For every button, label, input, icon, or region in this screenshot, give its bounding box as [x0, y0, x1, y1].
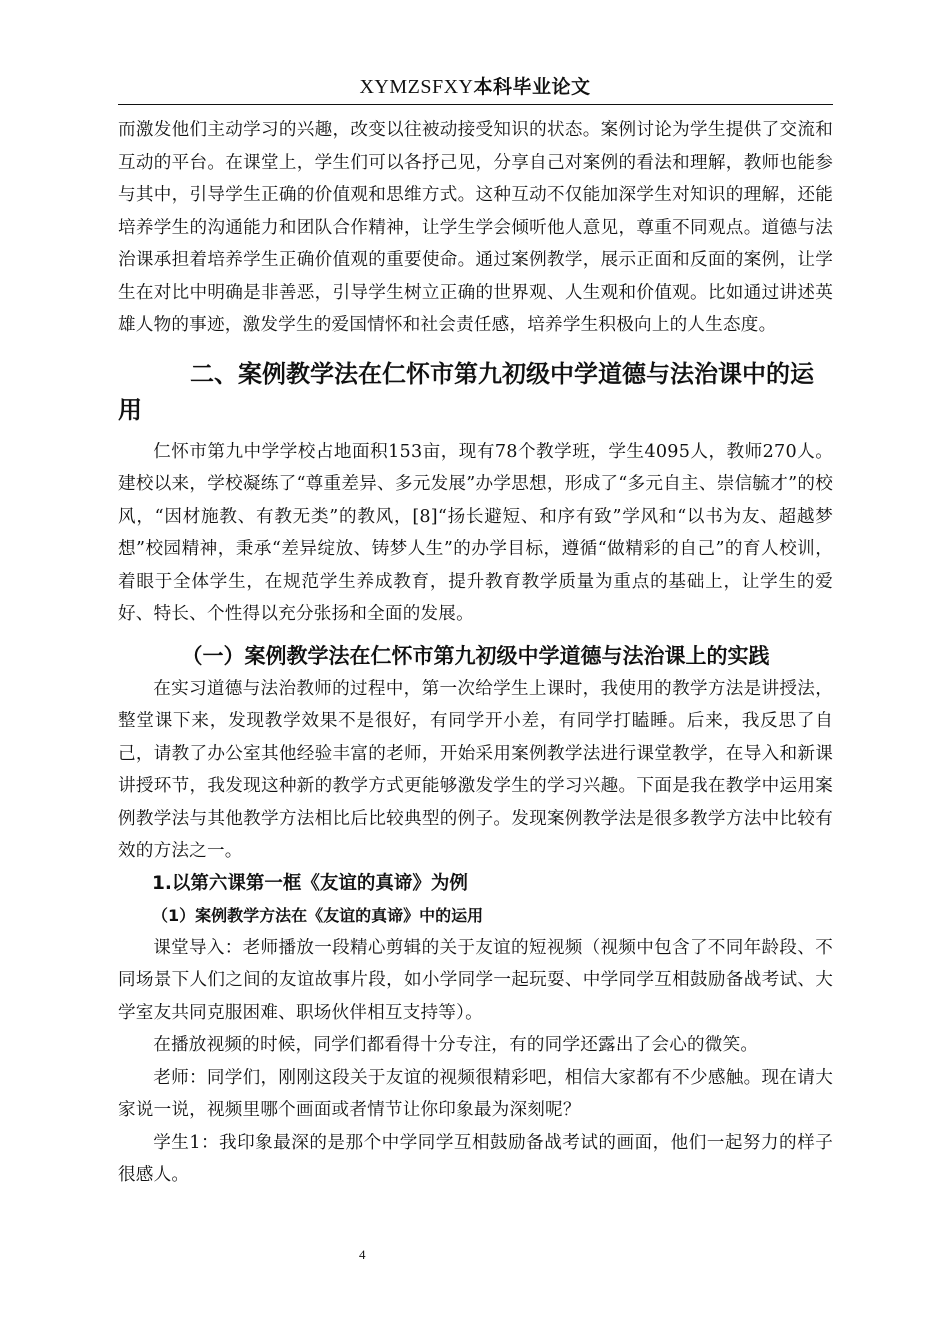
paragraph-teacher-question: 老师：同学们，刚刚这段关于友谊的视频很精彩吧，相信大家都有不少感触。现在请大家说一说，视频里哪个画面或者情节让你印象最为深刻呢？	[118, 1067, 833, 1120]
subsection-heading: （一）案例教学法在仁怀市第九初级中学道德与法治课上的实践	[181, 643, 770, 668]
subitem-heading: （1）案例教学方法在《友谊的真谛》中的运用	[152, 905, 484, 925]
item-heading: 1.以第六课第一框《友谊的真谛》为例	[152, 872, 468, 894]
running-header	[0, 72, 950, 99]
header-title: 本科毕业论文	[473, 76, 591, 98]
header-latin: XYMZSFXY	[359, 76, 474, 98]
paragraph-continued: 而激发他们主动学习的兴趣，改变以往被动接受知识的状态。案例讨论为学生提供了交流和互动的平台。在课堂上，学生们可以各抒己见，分享自己对案例的看法和理解，教师也能参与其中，引导学生正确的价值观和思维方式。这种互动不仅能加深学生对知识的理解，还能培养学生的沟通能力和团队合作精神，让学生学会倾听他人意见，尊重不同观点。道德与法治课承担着培养学生正确价值观的重要使命。通过案例教学，展示正面和反面的案例，让学生在对比中明确是非善恶，引导学生树立正确的世界观、人生观和价值观。比如通过讲述英雄人物的事迹，激发学生的爱国情怀和社会责任感，培养学生积极向上的人生态度。	[118, 120, 833, 335]
paragraph-school-intro: 仁怀市第九中学学校占地面积153亩，现有78个教学班，学生4095人，教师270人。建校以来，学校凝练了“尊重差异、多元发展”办学思想，形成了“多元自主、崇信毓才”的校风，“因材施教、有教无类”的教风，[8]“扬长避短、和序有致”学风和“以书为友、超越梦想”校园精神，秉承“差异绽放、铸梦人生”的办学目标，遵循“做精彩的自己”的育人校训，着眼于全体学生，在规范学生养成教育，提升教育教学质量为重点的基础上，让学生的爱好、特长、个性得以充分张扬和全面的发展。	[118, 441, 833, 624]
paragraph-student-answer: 学生1：我印象最深的是那个中学同学互相鼓励备战考试的画面，他们一起努力的样子很感人。	[118, 1132, 833, 1185]
body-text	[118, 114, 833, 1192]
paragraph-observation: 在播放视频的时候，同学们都看得十分专注，有的同学还露出了会心的微笑。	[153, 1035, 759, 1055]
paragraph-lesson-intro: 课堂导入：老师播放一段精心剪辑的关于友谊的短视频（视频中包含了不同年龄段、不同场景下人们之间的友谊故事片段，如小学同学一起玩耍、中学同学互相鼓励备战考试、大学室友共同克服困难、职场伙伴相互支持等）。	[118, 937, 833, 1023]
section-heading: 二、案例教学法在仁怀市第九初级中学道德与法治课中的运用	[118, 359, 814, 424]
page-number: 4	[359, 1247, 366, 1262]
paragraph-practice: 在实习道德与法治教师的过程中，第一次给学生上课时，我使用的教学方法是讲授法，整堂课下来，发现教学效果不是很好，有同学开小差，有同学打瞌睡。后来，我反思了自己，请教了办公室其他经验丰富的老师，开始采用案例教学法进行课堂教学，在导入和新课讲授环节，我发现这种新的教学方式更能够激发学生的学习兴趣。下面是我在教学中运用案例教学法与其他教学方法相比后比较典型的例子。发现案例教学法是很多教学方法中比较有效的方法之一。	[118, 678, 833, 861]
header-rule	[118, 104, 833, 105]
